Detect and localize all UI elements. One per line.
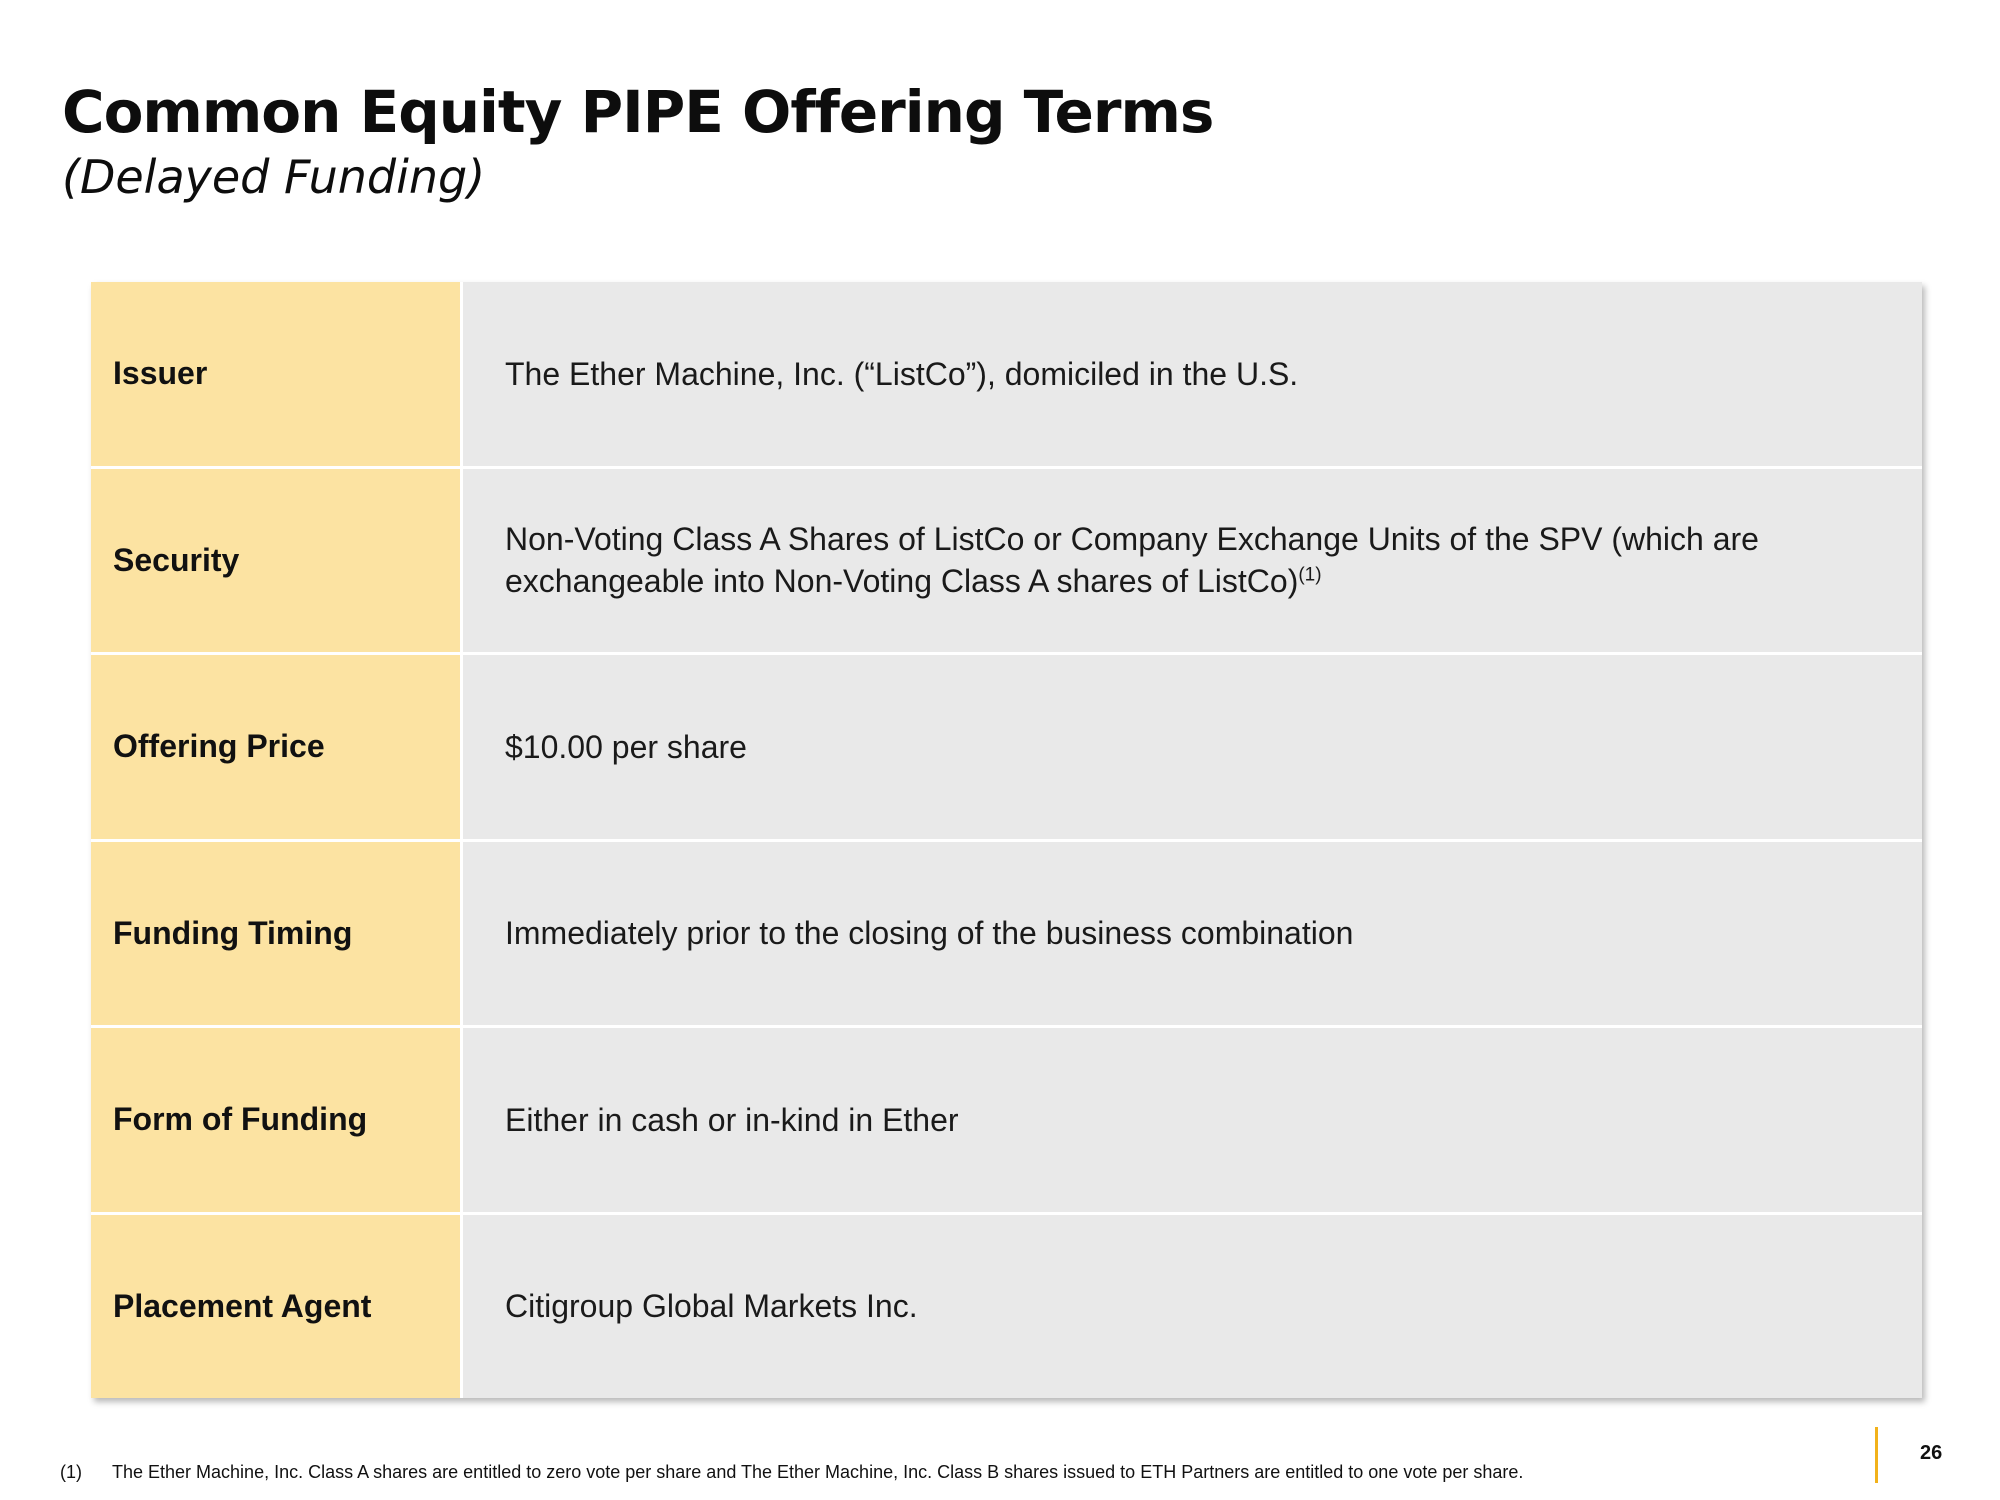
term-label: Issuer [91, 282, 463, 466]
term-label: Placement Agent [91, 1215, 463, 1399]
term-row-security [91, 469, 1922, 656]
term-value [463, 655, 1922, 839]
term-value-text: Either in cash or in-kind in Ether [505, 1101, 959, 1138]
term-value [463, 1028, 1922, 1212]
term-value [463, 842, 1922, 1026]
footnote-marker: (1) [60, 1462, 82, 1482]
term-row-placement-agent [91, 1215, 1922, 1399]
footnote [60, 1462, 1523, 1483]
term-value-text: The Ether Machine, Inc. (“ListCo”), domiciled in the U.S. [505, 355, 1299, 392]
terms-table [91, 282, 1922, 1398]
page-number: 26 [1920, 1442, 1943, 1464]
page-title: Common Equity PIPE Offering Terms [62, 78, 1214, 146]
term-value-text: Non-Voting Class A Shares of ListCo or Company Exchange Units of the SPV (which are exchangeable into Non-Voting Class A shares of ListCo) [505, 521, 1759, 600]
page-subtitle: (Delayed Funding) [62, 150, 486, 204]
term-value [463, 282, 1922, 466]
term-value-text: Citigroup Global Markets Inc. [505, 1288, 918, 1325]
term-value-text: Immediately prior to the closing of the business combination [505, 915, 1354, 952]
term-row-offering-price [91, 655, 1922, 842]
term-value-text: $10.00 per share [505, 728, 747, 765]
term-value [463, 469, 1922, 653]
term-value [463, 1215, 1922, 1399]
footnote-text: The Ether Machine, Inc. Class A shares are entitled to zero vote per share and The Ether Machine, Inc. Class B shares issued to ETH Partners are entitled to one vote per share. [112, 1462, 1524, 1482]
term-row-funding-timing [91, 842, 1922, 1029]
term-label: Funding Timing [91, 842, 463, 1026]
term-label: Security [91, 469, 463, 653]
page-number-divider [1875, 1427, 1878, 1483]
footnote-reference: (1) [1298, 564, 1322, 586]
term-row-form-of-funding [91, 1028, 1922, 1215]
term-row-issuer [91, 282, 1922, 469]
term-label: Form of Funding [91, 1028, 463, 1212]
term-label: Offering Price [91, 655, 463, 839]
